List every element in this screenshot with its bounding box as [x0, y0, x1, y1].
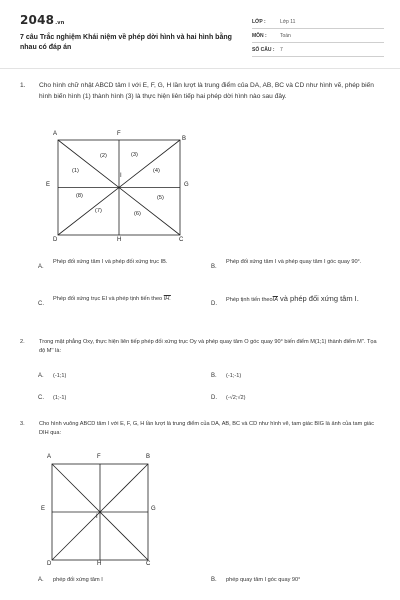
meta-row-subject [252, 29, 384, 43]
point-label-e: E [41, 506, 46, 512]
option-1a[interactable] [38, 258, 218, 280]
point-label-b: B [182, 136, 187, 142]
point-label-f: F [117, 131, 121, 137]
question-text: Trong mặt phẳng Oxy, thực hiện liên tiếp phép đối xứng trục Oy và phép quay tâm O góc quay 90° biến điểm M(1;1) thành điểm M''. Tọa độ M'' là: [39, 339, 377, 354]
vector-ih: IH. [163, 296, 171, 302]
option-letter: D. [211, 395, 217, 401]
meta-value: 7 [280, 46, 283, 53]
point-label-d: D [53, 237, 58, 243]
rectangle-figure [40, 130, 210, 248]
meta-label: MÔN : [252, 32, 267, 39]
vector-ia: $\overline{IA}$ [272, 297, 278, 303]
point-label-g: G [151, 506, 156, 512]
square-diagram [35, 453, 165, 571]
option-letter: C. [38, 301, 44, 307]
meta-value: Lớp 11 [280, 18, 296, 25]
region-label-1: (1) [72, 168, 79, 174]
point-label-a: A [47, 454, 52, 460]
option-text-small: Phép tịnh tiến theo [226, 297, 273, 303]
point-label-e: E [46, 182, 51, 188]
question-1 [20, 80, 380, 102]
region-label-3: (3) [131, 152, 138, 158]
question-2 [20, 338, 380, 356]
option-1c[interactable] [38, 295, 218, 317]
region-label-8: (8) [76, 193, 83, 199]
rectangle-diagram [40, 130, 210, 248]
option-text-big: và phép đối xứng tâm I. [277, 294, 359, 303]
document-title: 7 câu Trắc nghiệm Khái niệm về phép dời hình và hai hình bằng nhau có đáp án [20, 34, 232, 51]
option-letter: B. [211, 264, 217, 270]
option-letter: A. [38, 577, 44, 583]
option-text: Phép đối xứng tâm I và phép đối xứng trục IB. [53, 259, 168, 265]
option-text: (1;-1) [53, 395, 67, 401]
region-label-5: (5) [157, 195, 164, 201]
meta-value: Toán [280, 32, 291, 39]
region-label-4: (4) [153, 168, 160, 174]
site-logo[interactable] [20, 13, 65, 27]
point-label-h: H [117, 237, 122, 243]
question-3 [20, 420, 380, 438]
option-letter: A. [38, 373, 44, 379]
option-text: (-1;-1) [226, 373, 242, 379]
point-label-a: A [53, 131, 58, 137]
meta-row-class [252, 15, 384, 29]
logo-suffix: .vn [55, 20, 65, 26]
question-number: 2. [20, 339, 25, 345]
option-text: phép đối xứng tâm I [53, 577, 103, 583]
option-text: Phép đối xứng tâm I và phép quay tâm I góc quay 90°. [226, 259, 362, 265]
option-text [226, 293, 376, 306]
point-label-c: C [179, 237, 184, 243]
point-label-d: D [47, 561, 52, 567]
option-letter: B. [211, 373, 217, 379]
point-label-b: B [146, 454, 151, 460]
point-label-h: H [97, 561, 102, 567]
option-text: (-1;1) [53, 373, 67, 379]
option-letter: D. [211, 301, 217, 307]
option-text: phép quay tâm I góc quay 90° [226, 577, 301, 583]
point-label-g: G [184, 182, 189, 188]
question-text: Cho hình vuông ABCD tâm I với E, F, G, H lần lượt là trung điểm của DA, AB, BC và CD như hình vẽ, tam giác BIG là ảnh của tam giác DIH qua: [39, 421, 375, 436]
meta-label: LỚP : [252, 18, 266, 25]
square-figure [35, 453, 165, 571]
point-label-i: I [120, 173, 122, 179]
option-1b[interactable] [211, 258, 391, 280]
region-label-2: (2) [100, 153, 107, 159]
option-text: (-√2;√2) [226, 395, 246, 401]
option-text [53, 295, 203, 304]
header-divider [0, 68, 400, 69]
option-1d[interactable] [211, 293, 391, 319]
logo-text: 2048 [20, 13, 55, 27]
option-text-main: Phép đối xứng trục EI và phép tịnh tiến theo [53, 296, 163, 302]
region-label-6: (6) [134, 211, 141, 217]
point-label-c: C [146, 561, 151, 567]
option-letter: A. [38, 264, 44, 270]
option-letter: C. [38, 395, 44, 401]
meta-table [252, 15, 384, 57]
point-label-f: F [97, 454, 101, 460]
region-label-7: (7) [95, 208, 102, 214]
point-label-i: I [96, 514, 98, 520]
question-number: 3. [20, 421, 25, 427]
question-text: Cho hình chữ nhật ABCD tâm I với E, F, G, H lần lượt là trung điểm của DA, AB, BC và CD như hình vẽ, phép biến hình biến hình (1) thành hình (3) là thực hiện liên tiếp hai phép dời hình nào sau đây. [39, 82, 374, 100]
option-letter: B. [211, 577, 217, 583]
meta-row-count [252, 43, 384, 57]
meta-label: SỐ CÂU : [252, 46, 275, 53]
question-number: 1. [20, 82, 26, 89]
